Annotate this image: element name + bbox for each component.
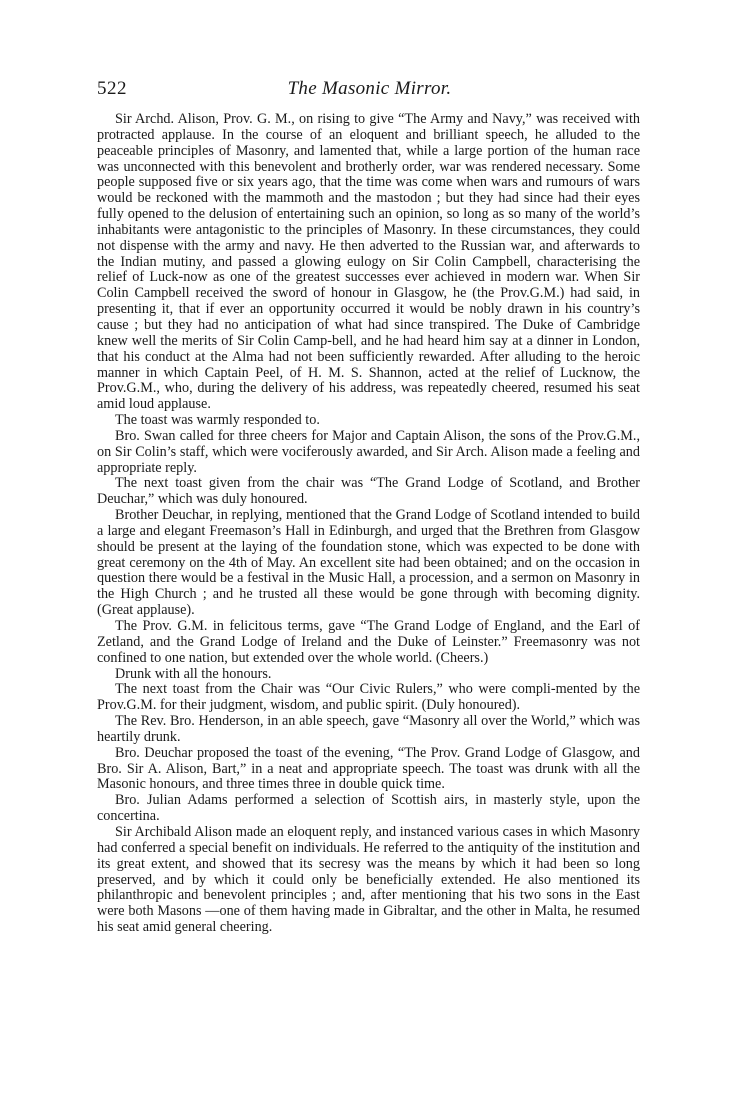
page-number: 522 (97, 78, 127, 99)
paragraph-drunk-with-honours: Drunk with all the honours. (115, 665, 272, 682)
paragraph-army-and-navy-toast: Sir Archd. Alison, Prov. G. M., on rising to give “The Army and Navy,” was received with protracted applause. In the course of an eloquent and brilliant speech, he alluded to the peaceable principles of Masonry, and lamented that, while a large portion of the human race was unconnected with this benevolent and brotherly order, war was rendered necessary. Some people supposed five or six years ago, that the time was come when wars and rumours of wars would be reckoned with the mammoth and the mastodon ; but they had since had their eyes fully opened to the delusion of entertaining such an opinion, so long as so many of the world’s inhabitants were antagonistic to the principles of Masonry. In these circumstances, they could not dispense with the army and navy. He then adverted to the Russian war, and afterwards to the Indian mutiny, and passed a glowing eulogy on Sir Colin Campbell, characterising the relief of Luck-now as one of the greatest successes ever achieved in modern war. When Sir Colin Campbell received the sword of honour in Glasgow, he (the Prov.G.M.) had said, in presenting it, that if ever an opportunity occurred it would be nobly drawn in his country’s cause ; but they had no anticipation of what had since transpired. The Duke of Cambridge knew well the merits of Sir Colin Camp-bell, and he had heard him say at a dinner in London, that his conduct at the Alma had not been sufficiently rewarded. After alluding to the heroic manner in which Captain Peel, of H. M. S. Shannon, acted at the relief of Lucknow, the Prov.G.M., who, during the delivery of his address, was repeatedly cheered, resumed his seat amid loud applause. (97, 111, 640, 413)
paragraph-concertina: Bro. Julian Adams performed a selection of Scottish airs, in masterly style, upon the concertina. (97, 792, 640, 825)
paragraph-henderson-speech: The Rev. Bro. Henderson, in an able speech, gave “Masonry all over the World,” which was heartily drunk. (97, 713, 640, 745)
paragraph-grand-lodge-england-toast: The Prov. G.M. in felicitous terms, gave “The Grand Lodge of England, and the Earl of Zetland, and the Grand Lodge of Ireland and the Duke of Leinster.” Freemasonry was not confined to one nation, but extended over the whole world. (Cheers.) (97, 618, 640, 666)
running-title: The Masonic Mirror. (287, 78, 452, 99)
paragraph-deuchar-reply: Brother Deuchar, in replying, mentioned that the Grand Lodge of Scotland intended to build a large and elegant Freemason’s Hall in Edinburgh, and urged that the Brethren from Glasgow should be present at the laying of the foundation stone, which was expected to be done with great ceremony on the 4th of May. An excellent site had been obtained; and on the occasion in question there would be a festival in the Music Hall, a procession, and a sermon on Masonry in the High Church ; and he trusted all these would be gone through with becoming dignity. (Great applause). (97, 507, 640, 619)
article-body (97, 112, 640, 936)
paragraph-swan-cheers: Bro. Swan called for three cheers for Major and Captain Alison, the sons of the Prov.G.M., on Sir Colin’s staff, which were vociferously awarded, and Sir Arch. Alison made a feeling and appropriate reply. (97, 427, 640, 476)
paragraph-civic-rulers-toast: The next toast from the Chair was “Our Civic Rulers,” who were compli-mented by the Prov.G.M. for their judgment, wisdom, and public spirit. (Duly honoured). (97, 681, 640, 714)
paragraph-toast-responded: The toast was warmly responded to. (115, 412, 320, 429)
paragraph-grand-lodge-scotland-toast: The next toast given from the chair was “The Grand Lodge of Scotland, and Brother Deuchar,” which was duly honoured. (97, 475, 640, 508)
paragraph-alison-reply: Sir Archibald Alison made an eloquent reply, and instanced various cases in which Masonry had conferred a special benefit on individuals. He referred to the antiquity of the institution and its great extent, and showed that its secresy was the means by which it had been so long preserved, and by which it could only be beneficially extended. He also mentioned its philanthropic and benevolent principles ; and, after mentioning that his two sons in the East were both Masons —one of them having made in Gibraltar, and the other in Malta, he resumed his seat amid general cheering. (97, 823, 640, 936)
paragraph-toast-of-evening: Bro. Deuchar proposed the toast of the evening, “The Prov. Grand Lodge of Glasgow, and Bro. Sir A. Alison, Bart,” in a neat and appropriate speech. The toast was drunk with all the Masonic honours, and three times three in double quick time. (97, 744, 640, 793)
